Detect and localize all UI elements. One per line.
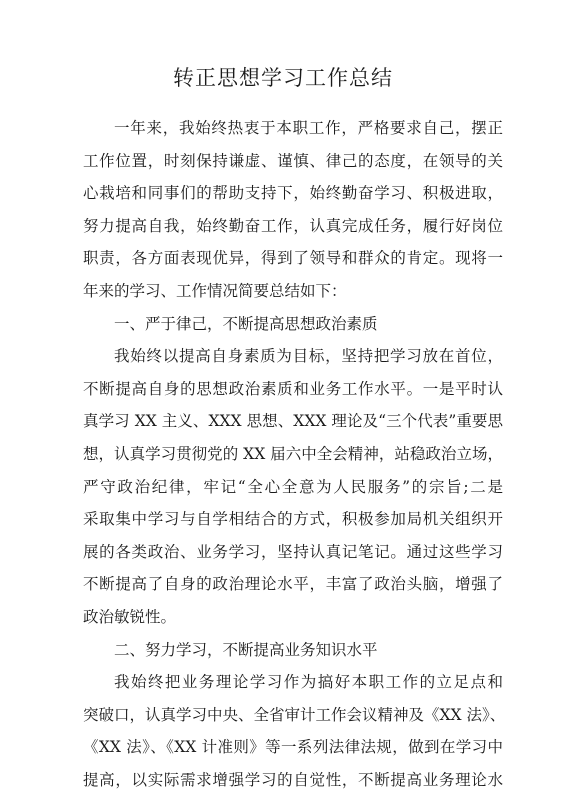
paragraph-line: 真学习 XX 主义、XXX 思想、XXX 理论及“三个代表”重要思 xyxy=(83,412,503,431)
paragraph-line: 严守政治纪律，牢记“全心全意为人民服务”的宗旨;二是 xyxy=(83,477,503,496)
paragraph-line: 想，认真学习贯彻党的 XX 届六中全会精神，站稳政治立场， xyxy=(83,444,503,463)
paragraph-line: 提高，以实际需求增强学习的自觉性，不断提高业务理论水 xyxy=(83,770,503,789)
section-heading: 二、努力学习，不断提高业务知识水平 xyxy=(114,640,378,659)
paragraph-line: 年来的学习、工作情况简要总结如下： xyxy=(83,281,347,300)
paragraph-line: 突破口，认真学习中央、全省审计工作会议精神及《XX 法》、 xyxy=(83,705,506,724)
paragraph-line: 心栽培和同事们的帮助支持下，始终勤奋学习、积极进取， xyxy=(83,184,503,203)
paragraph-line: 采取集中学习与自学相结合的方式，积极参加局机关组织开 xyxy=(83,510,503,529)
paragraph-line: 《XX 法》、《XX 计准则》等一系列法律法规，做到在学习中 xyxy=(83,738,503,757)
paragraph-line: 不断提高了自身的政治理论水平，丰富了政治头脑，增强了 xyxy=(83,575,503,594)
paragraph-line: 职责，各方面表现优异，得到了领导和群众的肯定。现将一 xyxy=(83,249,503,268)
paragraph-line: 一年来，我始终热衷于本职工作，严格要求自己，摆正 xyxy=(114,119,503,137)
paragraph-line: 我始终以提高自身素质为目标，坚持把学习放在首位， xyxy=(114,347,503,366)
paragraph-line: 展的各类政治、业务学习，坚持认真记笔记。通过这些学习 xyxy=(83,542,503,561)
paragraph-line: 工作位置，时刻保持谦虚、谨慎、律己的态度，在领导的关 xyxy=(83,151,503,170)
section-heading: 一、严于律己，不断提高思想政治素质 xyxy=(114,314,378,333)
paragraph-line: 我始终把业务理论学习作为搞好本职工作的立足点和 xyxy=(114,673,503,692)
document-title: 转正思想学习工作总结 xyxy=(173,66,393,90)
paragraph-line: 努力提高自我，始终勤奋工作，认真完成任务，履行好岗位 xyxy=(83,216,503,235)
paragraph-line: 政治敏锐性。 xyxy=(83,607,177,626)
paragraph-line: 不断提高自身的思想政治素质和业务工作水平。一是平时认 xyxy=(83,379,503,398)
document-body xyxy=(83,112,506,796)
